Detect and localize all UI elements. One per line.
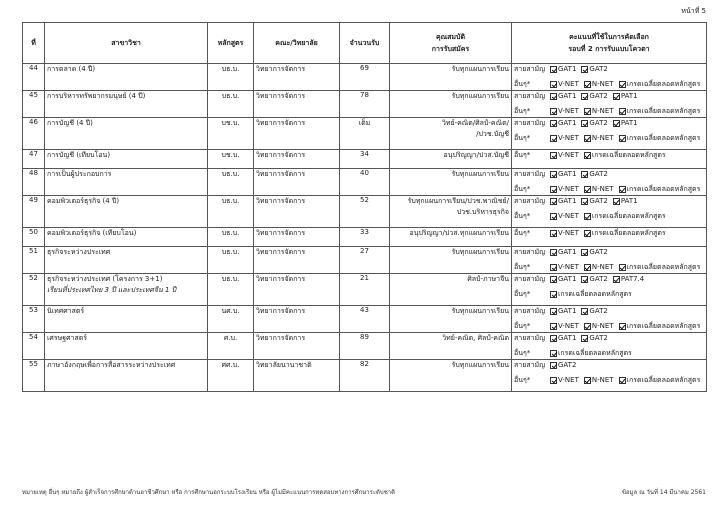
cell-seats: 78 bbox=[340, 91, 390, 118]
criteria-item: เกรดเฉลี่ยตลอดหลักสูตร bbox=[626, 134, 701, 142]
checked-box-icon bbox=[550, 152, 557, 159]
cell-major bbox=[45, 169, 208, 196]
cell-faculty: วิทยาลัยนานาชาติ bbox=[254, 360, 340, 392]
criteria-item: GAT1 bbox=[558, 248, 577, 256]
table-row bbox=[23, 196, 707, 228]
table-row bbox=[23, 274, 707, 306]
cell-curriculum: บธ.บ. bbox=[208, 247, 254, 274]
major-name: นิเทศศาสตร์ bbox=[47, 307, 85, 315]
criteria-item: V-NET bbox=[558, 185, 579, 193]
checked-box-icon bbox=[550, 230, 557, 237]
criteria-item: N-NET bbox=[591, 134, 614, 142]
cell-faculty: วิทยาการจัดการ bbox=[254, 150, 340, 169]
cell-faculty: วิทยาการจัดการ bbox=[254, 228, 340, 247]
criteria-item: GAT2 bbox=[589, 65, 608, 73]
cell-faculty: วิทยาการจัดการ bbox=[254, 64, 340, 91]
cell-curriculum: บช.บ. bbox=[208, 118, 254, 150]
checked-box-icon bbox=[550, 66, 557, 73]
checked-box-icon bbox=[613, 93, 620, 100]
criteria-item: N-NET bbox=[591, 107, 614, 115]
criteria-item: V-NET bbox=[558, 229, 579, 237]
criteria-item: GAT2 bbox=[589, 334, 608, 342]
header-qualification-line1: คุณสมบัติ bbox=[435, 33, 466, 41]
criteria-label: อื่นๆ* bbox=[514, 107, 531, 115]
criteria-item: N-NET bbox=[591, 263, 614, 271]
criteria-item: GAT1 bbox=[558, 170, 577, 178]
criteria-item: V-NET bbox=[558, 80, 579, 88]
cell-criteria bbox=[512, 360, 707, 392]
table-row bbox=[23, 118, 707, 150]
criteria-item: เกรดเฉลี่ยตลอดหลักสูตร bbox=[591, 212, 666, 220]
checked-box-icon bbox=[550, 93, 557, 100]
criteria-item: เกรดเฉลี่ยตลอดหลักสูตร bbox=[591, 151, 666, 159]
cell-major bbox=[45, 333, 208, 360]
checked-box-icon bbox=[581, 276, 588, 283]
criteria-line bbox=[514, 274, 704, 285]
cell-curriculum: นศ.บ. bbox=[208, 306, 254, 333]
table-row bbox=[23, 360, 707, 392]
checked-box-icon bbox=[619, 186, 626, 193]
criteria-item: GAT2 bbox=[589, 307, 608, 315]
cell-major bbox=[45, 118, 208, 150]
admission-table bbox=[22, 22, 707, 392]
qualification-line: ศิลป์-ภาษาจีน bbox=[467, 275, 509, 283]
criteria-label: อื่นๆ* bbox=[514, 263, 531, 271]
cell-qualification bbox=[390, 306, 512, 333]
page-number: หน้าที่ 5 bbox=[681, 7, 706, 15]
criteria-line bbox=[514, 64, 704, 75]
qualification-line: รับทุกแผนการเรียน/ปวช.พาณิชย์/ bbox=[407, 197, 509, 205]
criteria-item: GAT2 bbox=[589, 197, 608, 205]
cell-qualification bbox=[390, 228, 512, 247]
header-criteria-line1: คะแนนที่ใช้ในการคัดเลือก bbox=[569, 33, 649, 41]
criteria-item: V-NET bbox=[558, 263, 579, 271]
criteria-item: GAT2 bbox=[589, 170, 608, 178]
cell-seats: 21 bbox=[340, 274, 390, 306]
criteria-item: GAT1 bbox=[558, 65, 577, 73]
checked-box-icon bbox=[550, 291, 557, 298]
criteria-label: อื่นๆ* bbox=[514, 80, 531, 88]
cell-seats: 52 bbox=[340, 196, 390, 228]
checked-box-icon bbox=[550, 108, 557, 115]
qualification-line: วิทย์-คณิต/ศิลป์-คณิต/ bbox=[441, 119, 509, 127]
cell-criteria bbox=[512, 333, 707, 360]
criteria-line bbox=[514, 306, 704, 317]
checked-box-icon bbox=[550, 213, 557, 220]
qualification-line: อนุปริญญา/ปวส.ทุกแผนการเรียน bbox=[409, 229, 509, 237]
cell-faculty: วิทยาการจัดการ bbox=[254, 306, 340, 333]
criteria-line bbox=[514, 333, 704, 344]
cell-curriculum: บช.บ. bbox=[208, 150, 254, 169]
criteria-item: เกรดเฉลี่ยตลอดหลักสูตร bbox=[626, 107, 701, 115]
header-seats: จำนวนรับ bbox=[340, 23, 390, 64]
checked-box-icon bbox=[581, 249, 588, 256]
criteria-item: N-NET bbox=[591, 322, 614, 330]
criteria-label: อื่นๆ* bbox=[514, 134, 531, 142]
criteria-label: อื่นๆ* bbox=[514, 151, 531, 159]
checked-box-icon bbox=[581, 93, 588, 100]
criteria-line bbox=[514, 169, 704, 180]
cell-major bbox=[45, 228, 208, 247]
major-name: ธุรกิจระหว่างประเทศ (โครงการ 3+1) bbox=[47, 275, 163, 283]
criteria-line bbox=[514, 91, 704, 102]
major-name: การบริหารทรัพยากรมนุษย์ (4 ปี) bbox=[47, 92, 146, 100]
criteria-label: สายสามัญ bbox=[514, 275, 546, 283]
table-row bbox=[23, 150, 707, 169]
checked-box-icon bbox=[584, 323, 591, 330]
cell-major bbox=[45, 64, 208, 91]
cell-faculty: วิทยาการจัดการ bbox=[254, 91, 340, 118]
checked-box-icon bbox=[550, 377, 557, 384]
criteria-item: เกรดเฉลี่ยตลอดหลักสูตร bbox=[626, 376, 701, 384]
cell-criteria bbox=[512, 91, 707, 118]
criteria-line bbox=[514, 375, 704, 386]
cell-faculty: วิทยาการจัดการ bbox=[254, 196, 340, 228]
cell-seats: เต็ม bbox=[340, 118, 390, 150]
cell-faculty: วิทยาการจัดการ bbox=[254, 247, 340, 274]
cell-criteria bbox=[512, 150, 707, 169]
cell-no: 53 bbox=[23, 306, 45, 333]
cell-faculty: วิทยาการจัดการ bbox=[254, 169, 340, 196]
criteria-label: อื่นๆ* bbox=[514, 290, 531, 298]
criteria-item: เกรดเฉลี่ยตลอดหลักสูตร bbox=[558, 349, 632, 357]
criteria-label: สายสามัญ bbox=[514, 307, 546, 315]
cell-qualification bbox=[390, 247, 512, 274]
checked-box-icon bbox=[613, 120, 620, 127]
checked-box-icon bbox=[584, 81, 591, 88]
checked-box-icon bbox=[550, 81, 557, 88]
cell-criteria bbox=[512, 306, 707, 333]
table-row bbox=[23, 306, 707, 333]
qualification-line: รับทุกแผนการเรียน bbox=[451, 170, 509, 178]
cell-curriculum: บธ.บ. bbox=[208, 196, 254, 228]
checked-box-icon bbox=[619, 81, 626, 88]
cell-curriculum: บธ.บ. bbox=[208, 64, 254, 91]
cell-seats: 40 bbox=[340, 169, 390, 196]
criteria-line bbox=[514, 228, 704, 239]
criteria-line bbox=[514, 118, 704, 129]
checked-box-icon bbox=[581, 120, 588, 127]
checked-box-icon bbox=[584, 264, 591, 271]
criteria-item: N-NET bbox=[591, 80, 614, 88]
major-name: การบัญชี (เทียบโอน) bbox=[47, 151, 111, 159]
header-major: สาขาวิชา bbox=[45, 23, 208, 64]
criteria-item: เกรดเฉลี่ยตลอดหลักสูตร bbox=[626, 80, 701, 88]
criteria-label: อื่นๆ* bbox=[514, 376, 531, 384]
criteria-item: GAT1 bbox=[558, 275, 577, 283]
header-criteria bbox=[512, 23, 707, 64]
criteria-label: อื่นๆ* bbox=[514, 212, 531, 220]
cell-curriculum: บธ.บ. bbox=[208, 228, 254, 247]
cell-criteria bbox=[512, 196, 707, 228]
criteria-item: เกรดเฉลี่ยตลอดหลักสูตร bbox=[626, 185, 701, 193]
criteria-line bbox=[514, 348, 704, 359]
checked-box-icon bbox=[550, 276, 557, 283]
header-criteria-line2: รอบที่ 2 การรับแบบโควตา bbox=[568, 45, 650, 53]
checked-box-icon bbox=[581, 308, 588, 315]
criteria-item: GAT2 bbox=[589, 248, 608, 256]
checked-box-icon bbox=[619, 108, 626, 115]
header-qualification bbox=[390, 23, 512, 64]
header-qualification-line2: การรับสมัคร bbox=[431, 45, 470, 53]
checked-box-icon bbox=[619, 135, 626, 142]
cell-criteria bbox=[512, 64, 707, 91]
cell-no: 45 bbox=[23, 91, 45, 118]
criteria-item: N-NET bbox=[591, 185, 614, 193]
checked-box-icon bbox=[584, 377, 591, 384]
checked-box-icon bbox=[550, 362, 557, 369]
checked-box-icon bbox=[584, 186, 591, 193]
criteria-item: GAT2 bbox=[589, 92, 608, 100]
criteria-line bbox=[514, 262, 704, 273]
criteria-item: V-NET bbox=[558, 134, 579, 142]
checked-box-icon bbox=[550, 171, 557, 178]
cell-curriculum: บธ.บ. bbox=[208, 91, 254, 118]
cell-major bbox=[45, 196, 208, 228]
header-row bbox=[23, 23, 707, 64]
checked-box-icon bbox=[550, 323, 557, 330]
table-row bbox=[23, 228, 707, 247]
checked-box-icon bbox=[584, 230, 591, 237]
cell-criteria bbox=[512, 274, 707, 306]
cell-qualification bbox=[390, 150, 512, 169]
cell-no: 44 bbox=[23, 64, 45, 91]
criteria-item: GAT1 bbox=[558, 307, 577, 315]
cell-major bbox=[45, 306, 208, 333]
checked-box-icon bbox=[584, 135, 591, 142]
checked-box-icon bbox=[619, 377, 626, 384]
criteria-item: เกรดเฉลี่ยตลอดหลักสูตร bbox=[626, 263, 701, 271]
criteria-label: สายสามัญ bbox=[514, 248, 546, 256]
major-name: ภาษาอังกฤษเพื่อการสื่อสารระหว่างประเทศ bbox=[47, 361, 176, 369]
criteria-line bbox=[514, 360, 704, 371]
checked-box-icon bbox=[550, 308, 557, 315]
qualification-line: รับทุกแผนการเรียน bbox=[451, 65, 509, 73]
checked-box-icon bbox=[613, 198, 620, 205]
qualification-line: รับทุกแผนการเรียน bbox=[451, 92, 509, 100]
criteria-label: สายสามัญ bbox=[514, 361, 546, 369]
criteria-item: PAT1 bbox=[620, 197, 638, 205]
qualification-line: /ปวช.บัญชี bbox=[476, 130, 509, 138]
criteria-line bbox=[514, 196, 704, 207]
checked-box-icon bbox=[581, 198, 588, 205]
header-faculty: คณะ/วิทยาลัย bbox=[254, 23, 340, 64]
cell-major bbox=[45, 247, 208, 274]
major-name: คอมพิวเตอร์ธุรกิจ (เทียบโอน) bbox=[47, 229, 137, 237]
cell-seats: 82 bbox=[340, 360, 390, 392]
cell-major bbox=[45, 360, 208, 392]
header-curriculum: หลักสูตร bbox=[208, 23, 254, 64]
criteria-line bbox=[514, 321, 704, 332]
criteria-line bbox=[514, 150, 704, 161]
cell-no: 52 bbox=[23, 274, 45, 306]
criteria-item: N-NET bbox=[591, 376, 614, 384]
cell-seats: 89 bbox=[340, 333, 390, 360]
criteria-item: เกรดเฉลี่ยตลอดหลักสูตร bbox=[591, 229, 666, 237]
cell-qualification bbox=[390, 169, 512, 196]
cell-no: 46 bbox=[23, 118, 45, 150]
major-name: ธุรกิจระหว่างประเทศ bbox=[47, 248, 111, 256]
major-name: การตลาด (4 ปี) bbox=[47, 65, 96, 73]
criteria-item: V-NET bbox=[558, 151, 579, 159]
criteria-item: GAT2 bbox=[558, 361, 577, 369]
criteria-item: เกรดเฉลี่ยตลอดหลักสูตร bbox=[558, 290, 632, 298]
cell-criteria bbox=[512, 228, 707, 247]
footnote: หมายเหตุ อื่นๆ หมายถึง ผู้สำเร็จการศึกษาด้านอาชีวศึกษา หรือ การศึกษานอกระบบโรงเรียน หรือ ผู้ไม่มีคะแนนการทดสอบทางการศึกษาระดับชาติ bbox=[22, 489, 396, 496]
checked-box-icon bbox=[584, 108, 591, 115]
qualification-line: วิทย์-คณิต, ศิลป์-คณิต bbox=[442, 334, 509, 342]
cell-faculty: วิทยาการจัดการ bbox=[254, 333, 340, 360]
cell-qualification bbox=[390, 274, 512, 306]
table-row bbox=[23, 247, 707, 274]
major-name: เศรษฐศาสตร์ bbox=[47, 334, 88, 342]
cell-no: 47 bbox=[23, 150, 45, 169]
table-row bbox=[23, 333, 707, 360]
cell-major bbox=[45, 150, 208, 169]
major-name: คอมพิวเตอร์ธุรกิจ (4 ปี) bbox=[47, 197, 120, 205]
criteria-item: PAT1 bbox=[620, 119, 638, 127]
criteria-item: เกรดเฉลี่ยตลอดหลักสูตร bbox=[626, 322, 701, 330]
criteria-label: สายสามัญ bbox=[514, 334, 546, 342]
checked-box-icon bbox=[581, 335, 588, 342]
qualification-line: รับทุกแผนการเรียน bbox=[451, 248, 509, 256]
criteria-label: อื่นๆ* bbox=[514, 349, 531, 357]
checked-box-icon bbox=[550, 350, 557, 357]
major-name: การเป็นผู้ประกอบการ bbox=[47, 170, 112, 178]
criteria-line bbox=[514, 106, 704, 117]
cell-seats: 33 bbox=[340, 228, 390, 247]
criteria-label: สายสามัญ bbox=[514, 92, 546, 100]
criteria-label: สายสามัญ bbox=[514, 197, 546, 205]
criteria-item: GAT2 bbox=[589, 119, 608, 127]
table-row bbox=[23, 169, 707, 196]
checked-box-icon bbox=[581, 171, 588, 178]
checked-box-icon bbox=[619, 264, 626, 271]
cell-no: 50 bbox=[23, 228, 45, 247]
criteria-item: GAT1 bbox=[558, 92, 577, 100]
checked-box-icon bbox=[550, 186, 557, 193]
footer-date: ข้อมูล ณ วันที่ 14 มีนาคม 2561 bbox=[621, 489, 706, 496]
cell-no: 54 bbox=[23, 333, 45, 360]
checked-box-icon bbox=[550, 135, 557, 142]
qualification-line: อนุปริญญา/ปวส.บัญชี bbox=[443, 151, 509, 159]
qualification-line: รับทุกแผนการเรียน bbox=[451, 361, 509, 369]
header-no: ที่ bbox=[23, 23, 45, 64]
cell-curriculum: บธ.บ. bbox=[208, 169, 254, 196]
criteria-line bbox=[514, 184, 704, 195]
checked-box-icon bbox=[550, 249, 557, 256]
table-row bbox=[23, 64, 707, 91]
cell-no: 51 bbox=[23, 247, 45, 274]
criteria-item: V-NET bbox=[558, 322, 579, 330]
criteria-item: GAT1 bbox=[558, 197, 577, 205]
checked-box-icon bbox=[550, 198, 557, 205]
cell-criteria bbox=[512, 247, 707, 274]
qualification-line: ปวช.บริหารธุรกิจ bbox=[456, 208, 509, 216]
cell-no: 49 bbox=[23, 196, 45, 228]
criteria-line bbox=[514, 133, 704, 144]
cell-curriculum: ศ.บ. bbox=[208, 333, 254, 360]
criteria-item: GAT1 bbox=[558, 119, 577, 127]
cell-seats: 27 bbox=[340, 247, 390, 274]
major-note: เรียนที่ประเทศไทย 3 ปี และประเทศจีน 1 ปี bbox=[47, 286, 177, 294]
cell-major bbox=[45, 91, 208, 118]
criteria-item: PAT7.4 bbox=[620, 275, 645, 283]
checked-box-icon bbox=[581, 66, 588, 73]
criteria-item: V-NET bbox=[558, 376, 579, 384]
criteria-label: สายสามัญ bbox=[514, 119, 546, 127]
major-name: การบัญชี (4 ปี) bbox=[47, 119, 93, 127]
criteria-line bbox=[514, 247, 704, 258]
criteria-label: สายสามัญ bbox=[514, 170, 546, 178]
criteria-label: อื่นๆ* bbox=[514, 229, 531, 237]
cell-faculty: วิทยาการจัดการ bbox=[254, 274, 340, 306]
criteria-line bbox=[514, 289, 704, 300]
checked-box-icon bbox=[584, 152, 591, 159]
checked-box-icon bbox=[613, 276, 620, 283]
criteria-item: V-NET bbox=[558, 212, 579, 220]
qualification-line: รับทุกแผนการเรียน bbox=[451, 307, 509, 315]
checked-box-icon bbox=[550, 335, 557, 342]
cell-faculty: วิทยาการจัดการ bbox=[254, 118, 340, 150]
cell-qualification bbox=[390, 64, 512, 91]
cell-no: 48 bbox=[23, 169, 45, 196]
cell-qualification bbox=[390, 196, 512, 228]
table-row bbox=[23, 91, 707, 118]
criteria-item: PAT1 bbox=[620, 92, 638, 100]
cell-curriculum: ศศ.บ. bbox=[208, 360, 254, 392]
cell-major bbox=[45, 274, 208, 306]
criteria-item: V-NET bbox=[558, 107, 579, 115]
criteria-line bbox=[514, 79, 704, 90]
criteria-item: GAT2 bbox=[589, 275, 608, 283]
criteria-label: อื่นๆ* bbox=[514, 322, 531, 330]
cell-qualification bbox=[390, 360, 512, 392]
checked-box-icon bbox=[584, 213, 591, 220]
checked-box-icon bbox=[550, 264, 557, 271]
checked-box-icon bbox=[619, 323, 626, 330]
checked-box-icon bbox=[550, 120, 557, 127]
cell-qualification bbox=[390, 91, 512, 118]
criteria-label: อื่นๆ* bbox=[514, 185, 531, 193]
cell-qualification bbox=[390, 118, 512, 150]
cell-criteria bbox=[512, 118, 707, 150]
cell-qualification bbox=[390, 333, 512, 360]
cell-seats: 69 bbox=[340, 64, 390, 91]
cell-no: 55 bbox=[23, 360, 45, 392]
cell-seats: 34 bbox=[340, 150, 390, 169]
cell-curriculum: บธ.บ. bbox=[208, 274, 254, 306]
criteria-line bbox=[514, 211, 704, 222]
cell-criteria bbox=[512, 169, 707, 196]
table-body bbox=[23, 64, 707, 392]
criteria-item: GAT1 bbox=[558, 334, 577, 342]
cell-seats: 43 bbox=[340, 306, 390, 333]
criteria-label: สายสามัญ bbox=[514, 65, 546, 73]
